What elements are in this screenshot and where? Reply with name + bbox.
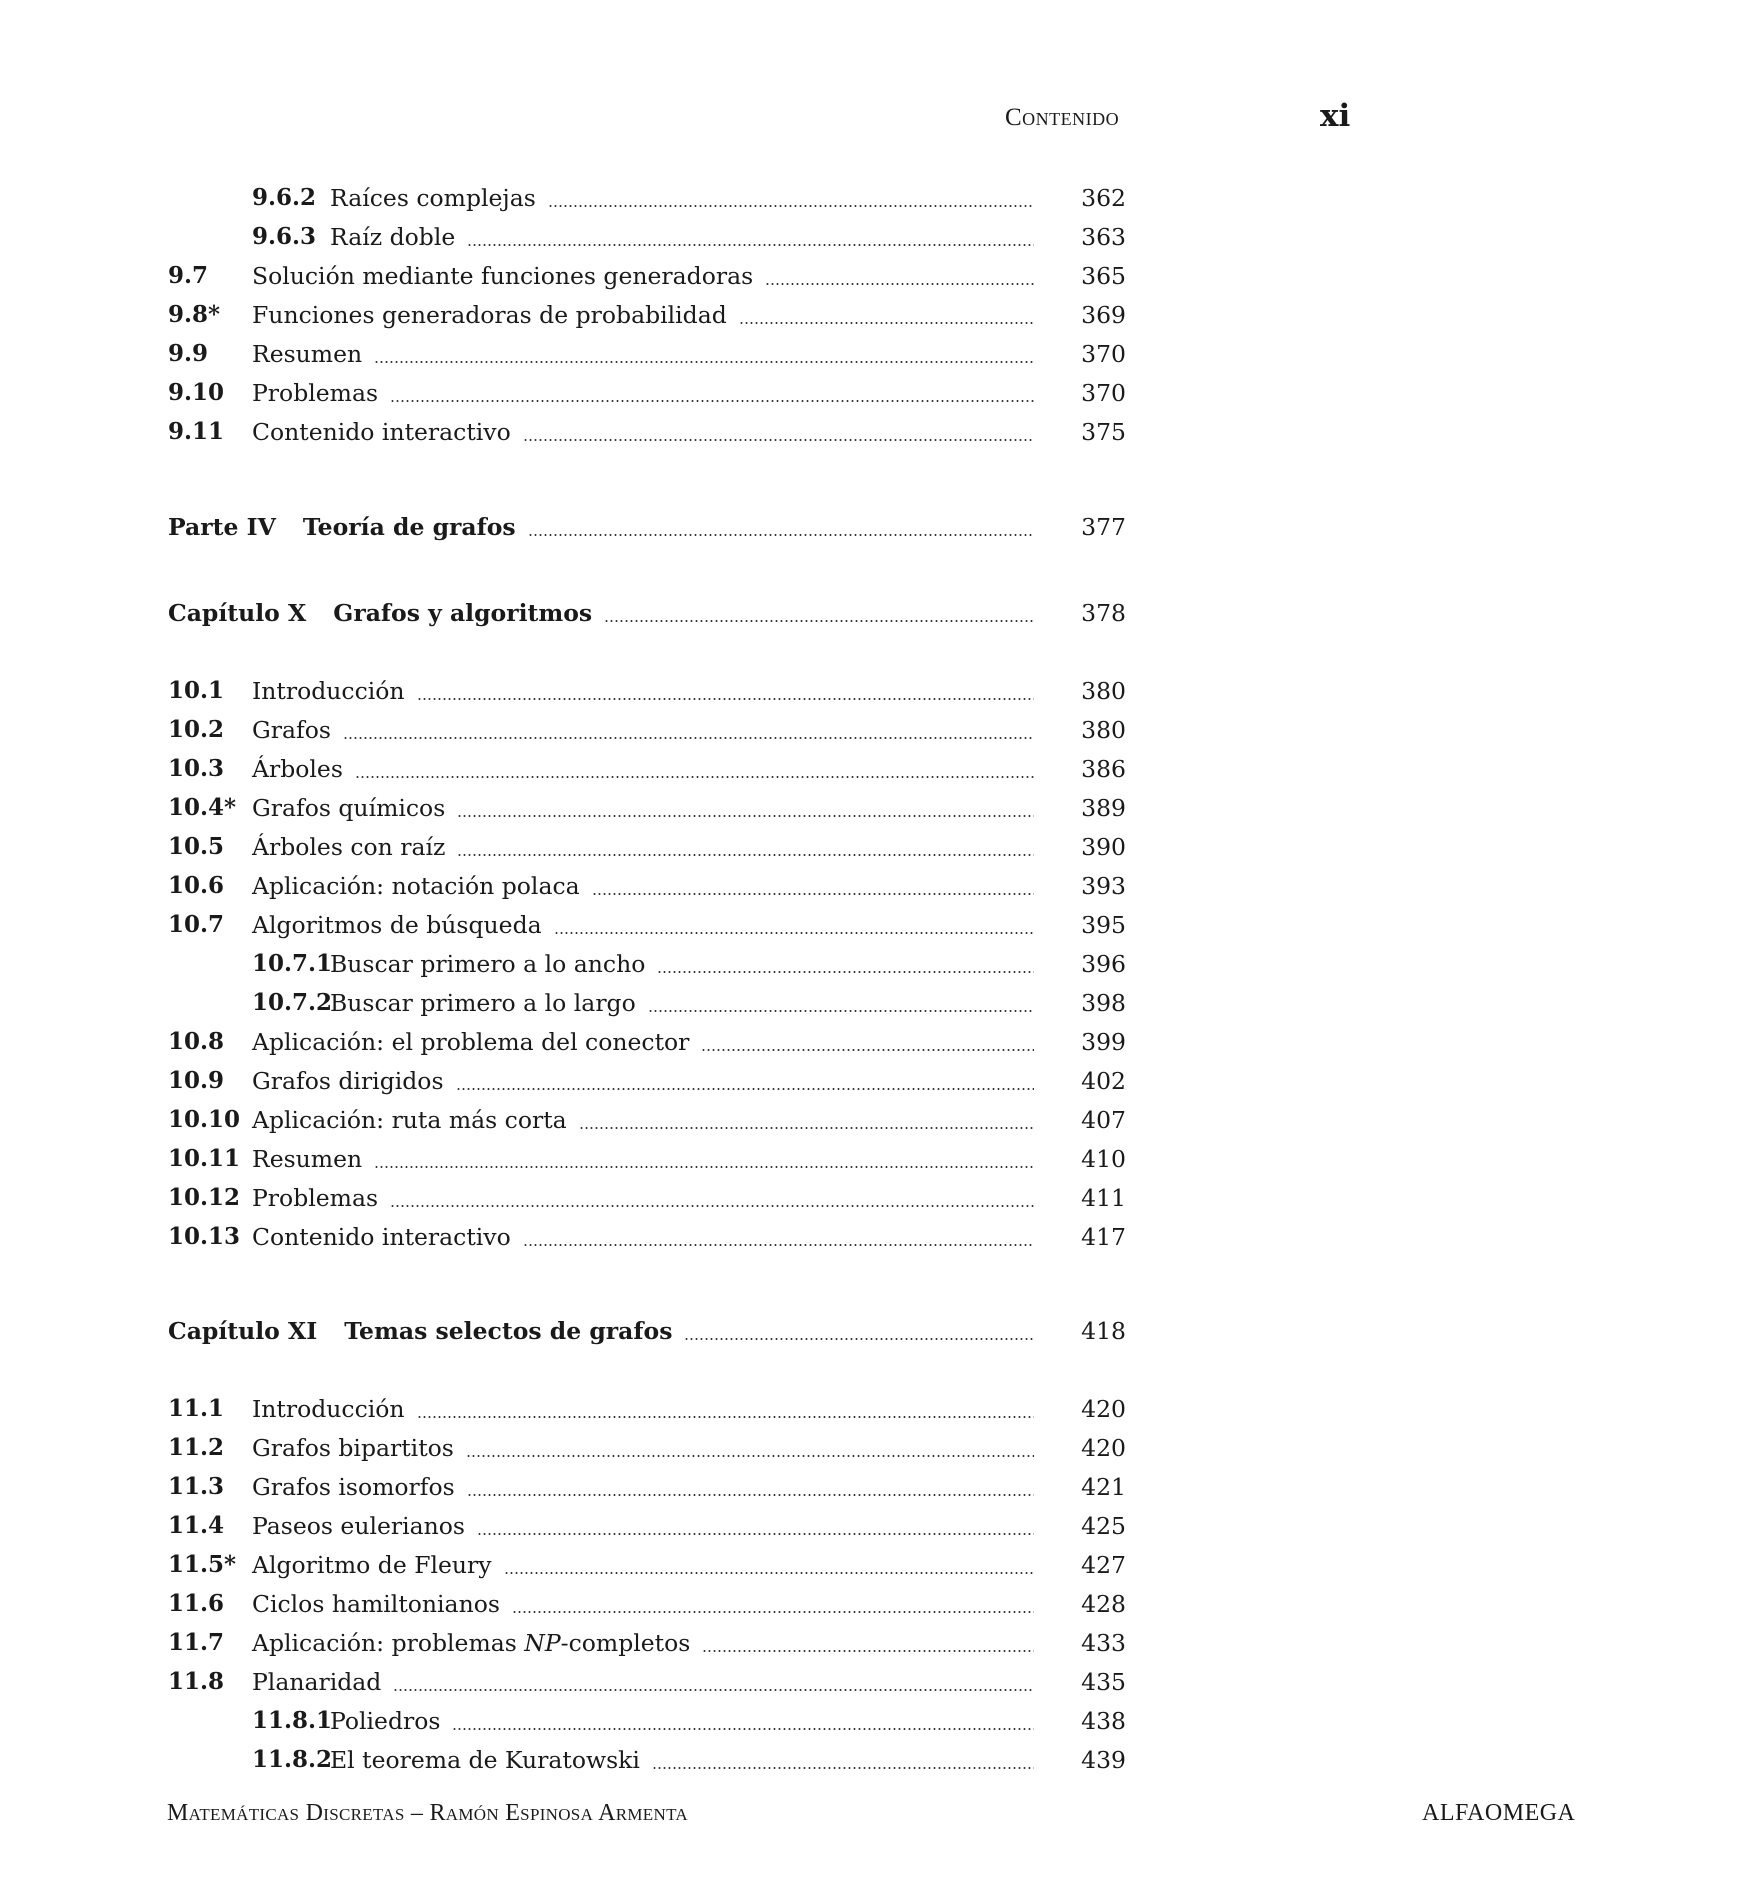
running-header-title: Contenido — [1005, 104, 1120, 131]
entry-page-number: 393 — [1081, 872, 1126, 900]
dot-leader — [467, 1493, 1034, 1497]
section-number: 11.2 — [168, 1434, 225, 1461]
entry-title: Aplicación: notación polaca — [252, 872, 580, 900]
entry-page-number: 438 — [1081, 1707, 1126, 1735]
toc-entry — [168, 373, 1126, 413]
section-number: 9.10 — [168, 379, 225, 406]
dot-leader — [523, 1243, 1034, 1247]
entry-page-number: 390 — [1081, 833, 1126, 861]
toc-entry — [252, 1740, 1126, 1780]
section-number: 10.1 — [168, 677, 225, 704]
section-number: 10.2 — [168, 716, 225, 743]
toc-entry — [252, 178, 1126, 218]
entry-title: Grafos isomorfos — [252, 1473, 455, 1501]
toc-entry — [252, 944, 1126, 984]
entry-title: Teoría de grafos — [302, 513, 516, 541]
entry-title: Buscar primero a lo largo — [330, 989, 636, 1017]
entry-title: Árboles — [252, 755, 343, 783]
toc-entry — [168, 1311, 1126, 1351]
entry-title: Árboles con raíz — [252, 833, 446, 861]
entry-title: Resumen — [252, 1145, 363, 1173]
dot-leader — [393, 1688, 1034, 1692]
dot-leader — [504, 1571, 1034, 1575]
toc-entry — [168, 1022, 1126, 1062]
toc-entry — [168, 1584, 1126, 1624]
footer-publisher: ALFAOMEGA — [1422, 1800, 1576, 1826]
entry-page-number: 370 — [1081, 340, 1126, 368]
entry-title: Algoritmos de búsqueda — [252, 911, 542, 939]
section-number: 11.4 — [168, 1512, 225, 1539]
entry-title: Grafos — [252, 716, 331, 744]
entry-title: Resumen — [252, 340, 363, 368]
part-label: Parte IV — [168, 513, 276, 541]
entry-page-number: 402 — [1081, 1067, 1126, 1095]
entry-title: Solución mediante funciones generadoras — [252, 262, 754, 290]
dot-leader — [417, 697, 1034, 701]
entry-title-part: Aplicación: problemas — [252, 1629, 525, 1657]
toc-entry — [252, 217, 1126, 257]
dot-leader — [765, 282, 1034, 286]
toc-entry — [168, 1389, 1126, 1429]
dot-leader — [452, 1727, 1034, 1731]
entry-page-number: 399 — [1081, 1028, 1126, 1056]
toc-entry — [168, 1623, 1126, 1663]
entry-title: Grafos bipartitos — [252, 1434, 454, 1462]
entry-title: Planaridad — [252, 1668, 382, 1696]
dot-leader — [684, 1337, 1034, 1341]
entry-page-number: 433 — [1081, 1629, 1126, 1657]
entry-page-number: 439 — [1081, 1746, 1126, 1774]
entry-page-number: 395 — [1081, 911, 1126, 939]
section-number: 10.5 — [168, 833, 225, 860]
subsection-number: 9.6.2 — [252, 184, 317, 211]
toc-entry — [168, 866, 1126, 906]
section-number: 10.8 — [168, 1028, 225, 1055]
toc-entry — [168, 1506, 1126, 1546]
entry-title-italic: NP — [524, 1629, 561, 1657]
toc-entry — [252, 1701, 1126, 1741]
toc-entry — [168, 1178, 1126, 1218]
entry-title: Temas selectos de grafos — [344, 1317, 673, 1345]
dot-leader — [374, 360, 1034, 364]
toc-entry — [168, 593, 1126, 633]
entry-page-number: 375 — [1081, 418, 1126, 446]
entry-title: Contenido interactivo — [252, 418, 511, 446]
section-number: 11.5* — [168, 1551, 237, 1578]
entry-title: Grafos dirigidos — [252, 1067, 444, 1095]
toc-entry — [168, 749, 1126, 789]
dot-leader — [652, 1766, 1034, 1770]
subsection-number: 10.7.2 — [252, 989, 333, 1016]
dot-leader — [592, 892, 1034, 896]
toc-entry — [168, 1061, 1126, 1101]
toc-entry — [168, 412, 1126, 452]
footer-book-title: Matemáticas Discretas – Ramón Espinosa Armenta — [167, 1800, 688, 1826]
entry-page-number: 421 — [1081, 1473, 1126, 1501]
section-number: 11.8 — [168, 1668, 225, 1695]
entry-page-number: 378 — [1081, 599, 1126, 627]
entry-page-number: 435 — [1081, 1668, 1126, 1696]
dot-leader — [702, 1649, 1034, 1653]
toc-entry — [252, 983, 1126, 1023]
dot-leader — [457, 853, 1034, 857]
entry-page-number: 407 — [1081, 1106, 1126, 1134]
dot-leader — [528, 533, 1034, 537]
dot-leader — [523, 438, 1034, 442]
toc-entry — [168, 256, 1126, 296]
section-number: 10.6 — [168, 872, 225, 899]
dot-leader — [466, 1454, 1034, 1458]
entry-title: Buscar primero a lo ancho — [330, 950, 646, 978]
entry-title: Funciones generadoras de probabilidad — [252, 301, 727, 329]
section-number: 11.1 — [168, 1395, 225, 1422]
dot-leader — [701, 1048, 1034, 1052]
dot-leader — [477, 1532, 1034, 1536]
toc-entry — [168, 507, 1126, 547]
entry-title: Problemas — [252, 1184, 379, 1212]
dot-leader — [390, 1204, 1034, 1208]
chapter-label: Capítulo XI — [168, 1317, 318, 1345]
dot-leader — [456, 1087, 1034, 1091]
entry-page-number: 370 — [1081, 379, 1126, 407]
toc-entry — [168, 1662, 1126, 1702]
section-number: 9.9 — [168, 340, 209, 367]
entry-page-number: 398 — [1081, 989, 1126, 1017]
entry-page-number: 365 — [1081, 262, 1126, 290]
toc-entry — [168, 671, 1126, 711]
dot-leader — [343, 736, 1034, 740]
entry-page-number: 377 — [1081, 513, 1126, 541]
toc-entry — [168, 1139, 1126, 1179]
section-number: 10.11 — [168, 1145, 241, 1172]
subsection-number: 10.7.1 — [252, 950, 333, 977]
chapter-label: Capítulo X — [168, 599, 307, 627]
entry-title: Problemas — [252, 379, 379, 407]
entry-page-number: 428 — [1081, 1590, 1126, 1618]
entry-title: Algoritmo de Fleury — [252, 1551, 492, 1579]
entry-page-number: 420 — [1081, 1395, 1126, 1423]
toc-entry — [168, 1428, 1126, 1468]
entry-title: El teorema de Kuratowski — [330, 1746, 640, 1774]
page-number: xi — [1320, 98, 1351, 134]
dot-leader — [648, 1009, 1034, 1013]
entry-page-number: 389 — [1081, 794, 1126, 822]
section-number: 10.10 — [168, 1106, 241, 1133]
entry-title: Contenido interactivo — [252, 1223, 511, 1251]
section-number: 10.7 — [168, 911, 225, 938]
subsection-number: 11.8.2 — [252, 1746, 333, 1773]
entry-page-number: 418 — [1081, 1317, 1126, 1345]
dot-leader — [739, 321, 1034, 325]
section-number: 10.13 — [168, 1223, 241, 1250]
section-number: 10.9 — [168, 1067, 225, 1094]
section-number: 9.7 — [168, 262, 209, 289]
entry-page-number: 420 — [1081, 1434, 1126, 1462]
dot-leader — [579, 1126, 1034, 1130]
toc-entry — [168, 1217, 1126, 1257]
entry-page-number: 362 — [1081, 184, 1126, 212]
section-number: 11.6 — [168, 1590, 225, 1617]
entry-page-number: 427 — [1081, 1551, 1126, 1579]
dot-leader — [355, 775, 1034, 779]
entry-page-number: 396 — [1081, 950, 1126, 978]
entry-page-number: 380 — [1081, 716, 1126, 744]
entry-title: Raíz doble — [330, 223, 456, 251]
section-number: 10.4* — [168, 794, 237, 821]
toc-entry — [168, 788, 1126, 828]
entry-title: Grafos y algoritmos — [333, 599, 593, 627]
entry-title-part: -completos — [560, 1629, 691, 1657]
entry-page-number: 363 — [1081, 223, 1126, 251]
toc-entry — [168, 710, 1126, 750]
dot-leader — [467, 243, 1034, 247]
entry-page-number: 386 — [1081, 755, 1126, 783]
dot-leader — [548, 204, 1034, 208]
section-number: 9.11 — [168, 418, 225, 445]
toc-entry — [168, 905, 1126, 945]
entry-page-number: 425 — [1081, 1512, 1126, 1540]
dot-leader — [417, 1415, 1034, 1419]
dot-leader — [374, 1165, 1034, 1169]
entry-title: Raíces complejas — [330, 184, 536, 212]
subsection-number: 11.8.1 — [252, 1707, 333, 1734]
section-number: 11.3 — [168, 1473, 225, 1500]
entry-page-number: 380 — [1081, 677, 1126, 705]
toc-entry — [168, 334, 1126, 374]
toc-entry — [168, 827, 1126, 867]
dot-leader — [512, 1610, 1034, 1614]
dot-leader — [390, 399, 1034, 403]
dot-leader — [657, 970, 1034, 974]
toc-entry — [168, 1545, 1126, 1585]
entry-title: Aplicación: ruta más corta — [252, 1106, 567, 1134]
entry-page-number: 410 — [1081, 1145, 1126, 1173]
entry-title — [252, 1623, 690, 1663]
dot-leader — [457, 814, 1034, 818]
dot-leader — [604, 619, 1034, 623]
entry-title: Introducción — [252, 1395, 405, 1423]
entry-page-number: 411 — [1081, 1184, 1126, 1212]
entry-title: Aplicación: el problema del conector — [252, 1028, 690, 1056]
entry-title: Introducción — [252, 677, 405, 705]
toc-entry — [168, 1100, 1126, 1140]
section-number: 10.12 — [168, 1184, 241, 1211]
entry-page-number: 417 — [1081, 1223, 1126, 1251]
subsection-number: 9.6.3 — [252, 223, 317, 250]
toc-entry — [168, 295, 1126, 335]
entry-title: Paseos eulerianos — [252, 1512, 465, 1540]
section-number: 9.8* — [168, 301, 221, 328]
entry-page-number: 369 — [1081, 301, 1126, 329]
dot-leader — [554, 931, 1034, 935]
entry-title: Poliedros — [330, 1707, 441, 1735]
section-number: 10.3 — [168, 755, 225, 782]
toc-entry — [168, 1467, 1126, 1507]
entry-title: Ciclos hamiltonianos — [252, 1590, 500, 1618]
section-number: 11.7 — [168, 1629, 225, 1656]
entry-title: Grafos químicos — [252, 794, 446, 822]
